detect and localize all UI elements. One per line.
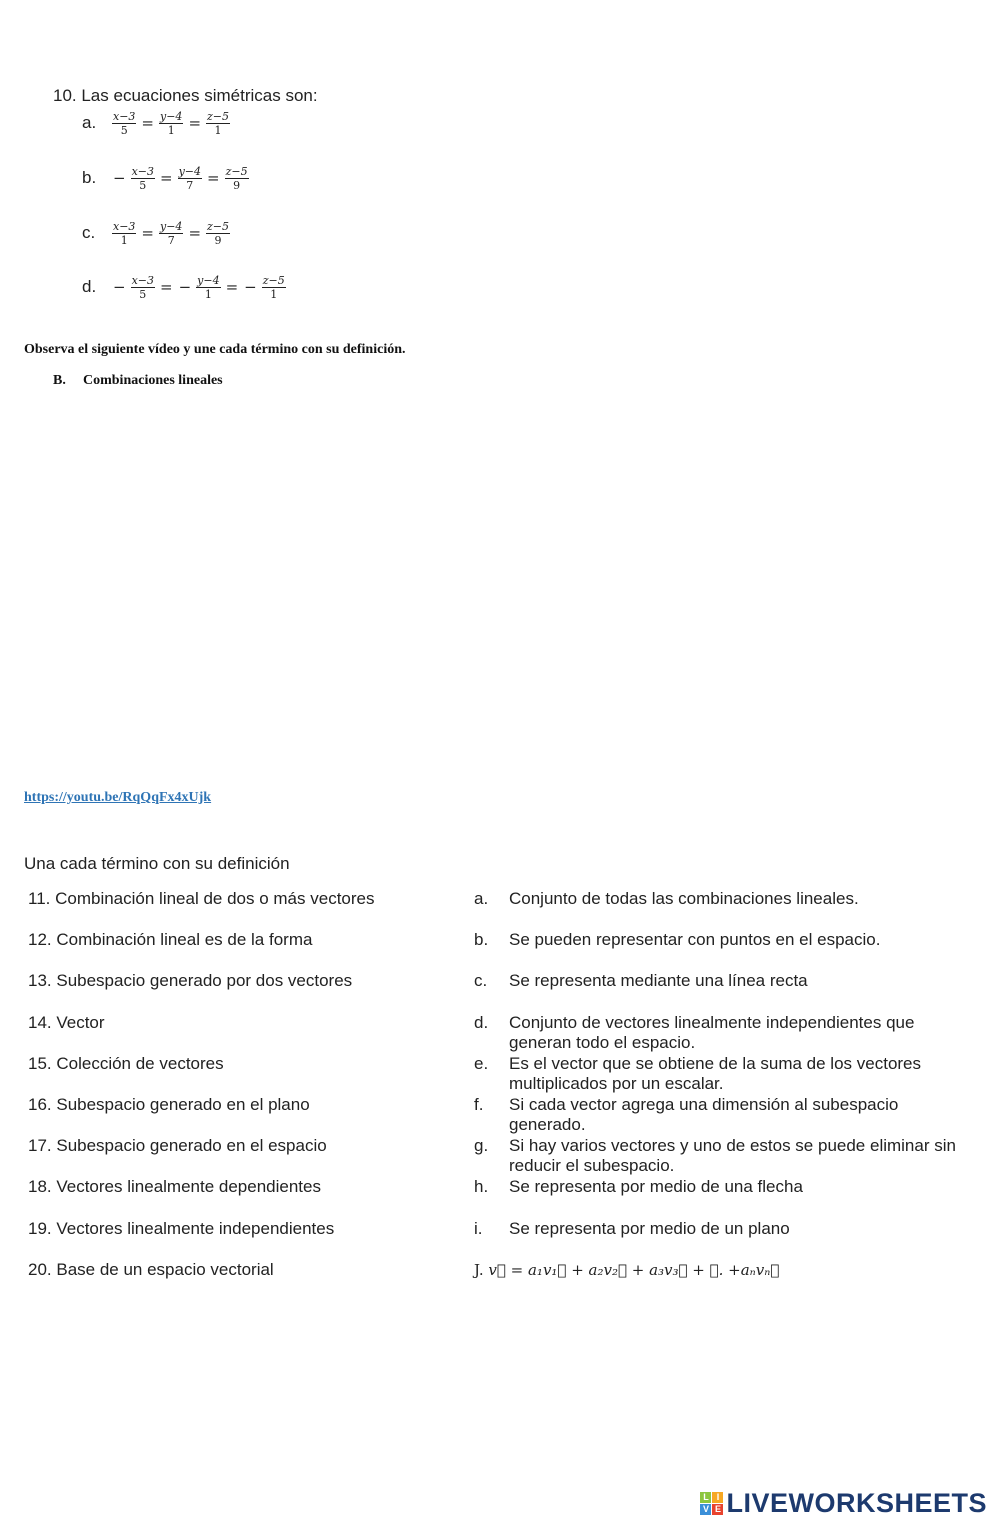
fraction [196, 274, 220, 301]
definition-letter: h. [474, 1177, 489, 1197]
term-item[interactable]: 14. Vector [28, 1012, 105, 1032]
numerator: y−4 [178, 164, 202, 178]
equals-sign: = [141, 224, 154, 242]
equals-sign: = [188, 114, 202, 132]
fraction [225, 165, 249, 192]
logo-tile: E [712, 1504, 723, 1515]
fraction [206, 220, 230, 247]
term-item[interactable]: 16. Subespacio generado en el plano [28, 1095, 310, 1114]
equals-sign: = [141, 114, 154, 132]
definition-item[interactable]: Si cada vector agrega una dimensión al subespacio generado. [509, 1095, 899, 1134]
symmetric-equation [110, 220, 232, 247]
denominator: 1 [214, 123, 222, 137]
numerator: x−3 [131, 164, 154, 178]
minus-sign: − [113, 278, 126, 296]
numerator: z−5 [225, 164, 248, 178]
definition-item[interactable]: Se representa mediante una línea recta [509, 971, 808, 991]
symmetric-equation [110, 274, 288, 301]
equals-sign: = [160, 169, 173, 187]
fraction [112, 110, 136, 137]
denominator: 1 [270, 287, 278, 301]
term-item[interactable]: 11. Combinación lineal de dos o más vectores [28, 889, 375, 908]
minus-sign: − [244, 278, 257, 296]
definition-letter: a. [474, 889, 489, 908]
denominator: 9 [233, 178, 241, 192]
term-item[interactable]: 18. Vectores linealmente dependientes [28, 1177, 321, 1197]
fraction [178, 165, 202, 192]
term-item[interactable]: 12. Combinación lineal es de la forma [28, 930, 313, 950]
term-item[interactable]: 17. Subespacio generado en el espacio [28, 1136, 327, 1156]
definition-j-letter: J. [474, 1261, 484, 1279]
numerator: x−3 [113, 219, 136, 233]
minus-sign: − [113, 169, 126, 187]
definition-item[interactable]: Conjunto de vectores linealmente independientes que generan todo el espacio. [509, 1012, 915, 1052]
fraction [262, 274, 286, 301]
definition-item[interactable]: Es el vector que se obtiene de la suma de los vectores multiplicados por un escalar. [509, 1053, 922, 1093]
term-item[interactable]: 13. Subespacio generado por dos vectores [28, 971, 353, 991]
option-letter: a. [82, 113, 97, 132]
video-link[interactable]: https://youtu.be/RqQqFx4xUjk [24, 790, 212, 805]
denominator: 7 [167, 233, 175, 247]
section-title: Combinaciones lineales [83, 373, 223, 388]
denominator: 5 [139, 178, 147, 192]
definition-item[interactable]: Si hay varios vectores y uno de estos se puede eliminar sin reducir el subespacio. [509, 1136, 956, 1176]
definition-j-equation: v⃗ = a₁v₁⃗ + a₂v₂⃗ + a₃v₃⃗ + ⋯. +aₙvₙ⃗ [488, 1261, 780, 1279]
instruction: Observa el siguiente vídeo y une cada término con su definición. [24, 342, 406, 357]
fraction [131, 274, 155, 301]
equals-sign: = [160, 278, 173, 296]
fraction [112, 220, 136, 247]
symmetric-equation [110, 110, 232, 137]
section-letter: B. [53, 373, 66, 388]
option-d [82, 267, 288, 307]
logo-tile: V [700, 1504, 711, 1515]
term-item[interactable]: 15. Colección de vectores [28, 1053, 224, 1073]
definition-letter: f. [474, 1095, 484, 1114]
numerator: x−3 [131, 273, 154, 287]
fraction [159, 220, 183, 247]
logo-tiles-icon [700, 1492, 723, 1515]
option-a [82, 103, 232, 143]
definition-letter: e. [474, 1053, 489, 1073]
logo-tile: L [700, 1492, 711, 1503]
denominator: 1 [204, 287, 212, 301]
option-letter: c. [82, 223, 96, 242]
definition-item[interactable]: Conjunto de todas las combinaciones lineales. [509, 889, 859, 908]
definition-item[interactable]: Se representa por medio de un plano [509, 1218, 790, 1238]
numerator: z−5 [207, 219, 230, 233]
equals-sign: = [188, 224, 202, 242]
option-letter: b. [82, 168, 97, 187]
equals-sign: = [225, 278, 239, 296]
denominator: 1 [120, 233, 128, 247]
option-b [82, 158, 251, 198]
definition-item[interactable]: Se representa por medio de una flecha [509, 1177, 803, 1197]
definition-letter: c. [474, 971, 488, 991]
numerator: y−4 [197, 273, 220, 287]
option-letter: d. [82, 277, 97, 296]
definition-letter: g. [474, 1136, 489, 1156]
numerator: y−4 [160, 219, 183, 233]
numerator: x−3 [113, 109, 136, 123]
question-10-title: 10. Las ecuaciones simétricas son: [53, 86, 318, 105]
definition-letter: d. [474, 1012, 489, 1032]
denominator: 9 [214, 233, 222, 247]
symmetric-equation [110, 165, 251, 192]
denominator: 5 [120, 123, 128, 137]
denominator: 1 [167, 123, 175, 137]
denominator: 7 [186, 178, 194, 192]
equals-sign: = [207, 169, 220, 187]
logo-tile: I [712, 1492, 723, 1503]
term-item[interactable]: 19. Vectores linealmente independientes [28, 1218, 335, 1238]
numerator: y−4 [160, 109, 183, 123]
denominator: 5 [139, 287, 147, 301]
definition-letter: i. [474, 1218, 483, 1238]
numerator: z−5 [207, 109, 230, 123]
definition-item[interactable]: Se pueden representar con puntos en el espacio. [509, 930, 881, 950]
definition-letter: b. [474, 930, 489, 950]
fraction [159, 110, 183, 137]
minus-sign: − [178, 278, 192, 296]
option-c [82, 213, 232, 253]
numerator: z−5 [262, 273, 285, 287]
term-item[interactable]: 20. Base de un espacio vectorial [28, 1259, 274, 1279]
fraction [131, 165, 155, 192]
logo-wordmark: LIVEWORKSHEETS [726, 1488, 987, 1518]
match-intro: Una cada término con su definición [24, 854, 290, 873]
definition-j-formula [474, 1261, 779, 1279]
fraction [206, 110, 230, 137]
liveworksheets-logo [700, 1488, 987, 1519]
